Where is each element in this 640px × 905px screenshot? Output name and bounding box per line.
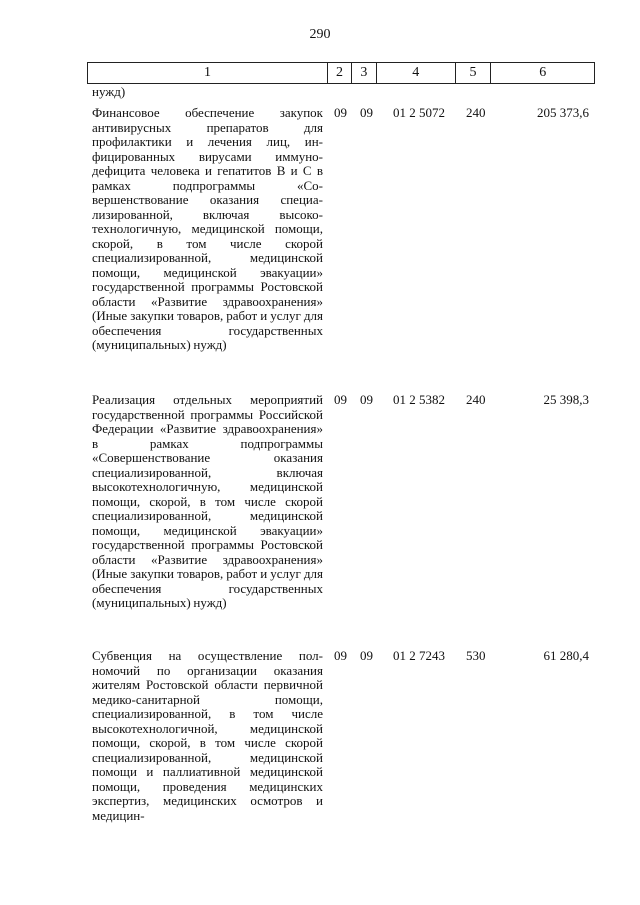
row-subsection: 09 (360, 648, 373, 663)
header-col-2: 2 (328, 63, 352, 83)
row-target-code: 01 2 5382 (393, 392, 445, 407)
row-description: Реализация отдельных мероприятий государственной программы Российской Федерации «Развитие здравоохранения» в рамках подпрограммы «Совершенствование оказания специализированной, включая высокотехнологичную, медицинской помощи, скорой, в том числе скорой специализированной, медицинской помощи, медицинской эвакуации» государственной программы Ростовской области «Развитие здравоохранения» (Иные закупки товаров, работ и услуг для обеспечения государственных (муниципальных) нужд) (92, 392, 323, 610)
row-description: Финансовое обеспечение закупок антивирусных препаратов для профилактики и лечения лиц, инфицированных вирусами иммунодефицита человека и гепатитов В и С в рамках подпрограммы «Совершенствование оказания специализированной, включая высокотехнологичную, медицинской помощи, скорой, в том числе скорой специализированной, медицинской помощи, медицинской эвакуации» государственной программы Ростовской области «Развитие здравоохранения» (Иные закупки товаров, работ и услуг для обеспечения государственных (муниципальных) нужд) (92, 105, 323, 352)
header-col-5: 5 (456, 63, 492, 83)
row-section: 09 (334, 648, 347, 663)
row-target-code: 01 2 7243 (393, 648, 445, 663)
row-subsection: 09 (360, 392, 373, 407)
row-target-code: 01 2 5072 (393, 105, 445, 120)
row-amount: 205 373,6 (537, 105, 589, 120)
row-expense-kind: 530 (466, 648, 486, 663)
header-col-1: 1 (88, 63, 328, 83)
row-expense-kind: 240 (466, 392, 486, 407)
row-amount: 25 398,3 (543, 392, 589, 407)
row-subsection: 09 (360, 105, 373, 120)
row-description: Субвенция на осуществление полномочий по организации оказания жителям Ростовской области первичной медико-санитарной помощи, специализированной, в том числе высокотехнологичной, медицинской помощи, скорой, в том числе скорой специализированной, медицинской помощи и паллиативной медицинской помощи, проведения медицинских экспертиз, медицинских осмотров и медицин- (92, 648, 323, 823)
row-section: 09 (334, 392, 347, 407)
row-section: 09 (334, 105, 347, 120)
table-header (87, 62, 595, 84)
continuation-text: нужд) (92, 84, 126, 99)
header-col-6: 6 (539, 65, 547, 80)
row-expense-kind: 240 (466, 105, 486, 120)
page-number: 290 (309, 27, 331, 42)
header-col-3: 3 (352, 63, 377, 83)
row-amount: 61 280,4 (543, 648, 589, 663)
header-col-4: 4 (377, 63, 456, 83)
